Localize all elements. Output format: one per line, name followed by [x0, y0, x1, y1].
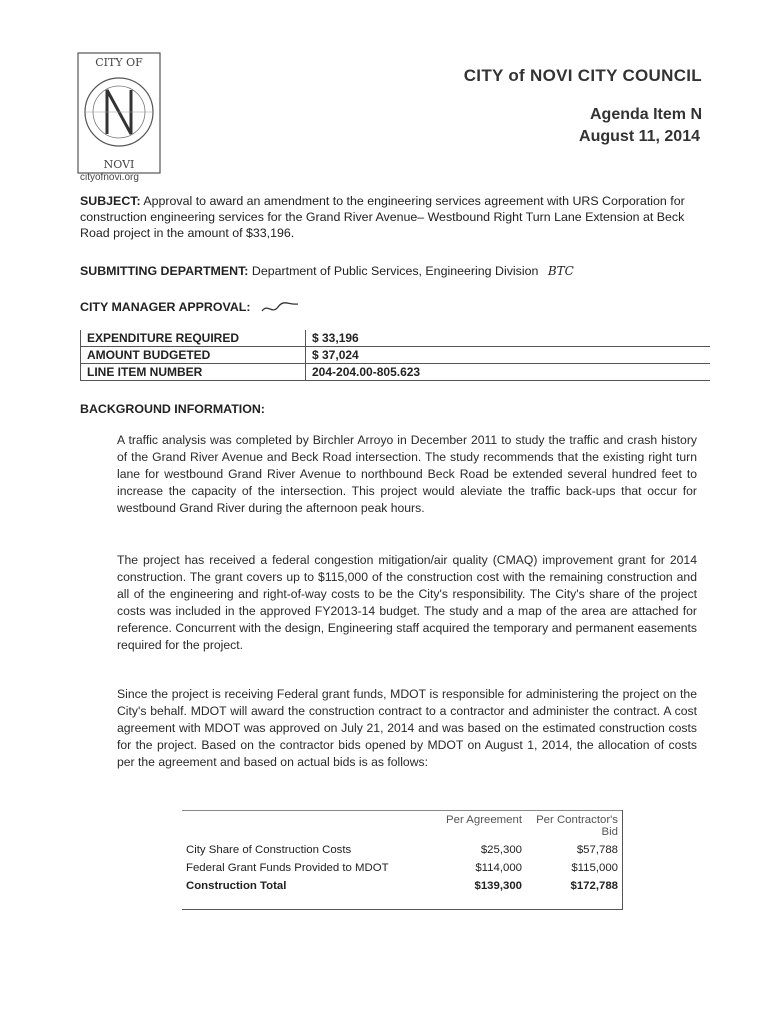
- agenda-date: August 11, 2014: [579, 128, 700, 145]
- background-paragraph-3: Since the project is receiving Federal grant funds, MDOT is responsible for administering the project on the City's behalf. MDOT will award the construction contract to a contractor and administer the contract. A cost agreement with MDOT was approved on July 21, 2014 and was based on the estimated construction costs for the project. Based on the contractor bids opened by MDOT on August 1, 2014, the allocation of costs per the agreement and based on actual bids is as follows:: [117, 687, 697, 769]
- cost-label: Federal Grant Funds Provided to MDOT: [186, 862, 389, 874]
- background-paragraph-2: The project has received a federal congestion mitigation/air quality (CMAQ) improvement grant for 2014 construction. The grant covers up to $115,000 of the construction cost with the remaining construction and all of the engineering and right-of-way costs to be the City's responsibility. The City's share of the project costs was included in the approved FY2013-14 budget. The study and a map of the area are attached for reference. Concurrent with the design, Engineering staff acquired the temporary and permanent easements required for the project.: [117, 553, 697, 652]
- manager-approval-section: [80, 300, 300, 315]
- cost-bid: $57,788: [576, 844, 618, 856]
- table-row: [81, 330, 711, 347]
- header-per-agreement: Per Agreement: [446, 814, 522, 826]
- seal-text-bottom: NOVI: [103, 158, 135, 171]
- cost-agreement: $25,300: [480, 844, 522, 856]
- cost-table-bottom-rule: [182, 895, 622, 910]
- subject-label: SUBJECT:: [80, 194, 141, 208]
- expenditure-value: $ 37,024: [306, 347, 711, 364]
- department-label: SUBMITTING DEPARTMENT:: [80, 264, 249, 278]
- subject-text: Approval to award an amendment to the engineering services agreement with URS Corporation for construction engineering services for the Grand River Avenue– Westbound Right Turn Lane Extension at Beck Road project in the amount of $33,196.: [80, 194, 685, 240]
- header-per-contractor-bid: Per Contractor's Bid: [536, 814, 618, 838]
- subject-section: [80, 193, 700, 241]
- city-seal-logo: [77, 52, 161, 176]
- cost-label: City Share of Construction Costs: [186, 844, 352, 856]
- department-initials: BTC: [547, 264, 574, 278]
- cost-label: Construction Total: [186, 880, 287, 892]
- manager-signature: [260, 301, 300, 315]
- table-row: [182, 841, 622, 859]
- expenditure-key: LINE ITEM NUMBER: [81, 364, 306, 381]
- cost-agreement: $139,300: [474, 880, 522, 892]
- manager-approval-label: CITY MANAGER APPROVAL:: [80, 300, 251, 314]
- council-title: CITY of NOVI CITY COUNCIL: [463, 66, 702, 85]
- cost-table-header: [182, 810, 622, 841]
- expenditure-value: 204-204.00-805.623: [306, 364, 711, 381]
- cost-allocation-table: [182, 810, 623, 910]
- table-row: [81, 347, 711, 364]
- table-row: [182, 859, 622, 877]
- background-title: BACKGROUND INFORMATION:: [80, 402, 265, 416]
- cost-agreement: $114,000: [475, 862, 522, 874]
- expenditure-table: [80, 330, 710, 381]
- agenda-item: Agenda Item N: [589, 106, 702, 123]
- expenditure-value: $ 33,196: [306, 330, 711, 347]
- table-row: [81, 364, 711, 381]
- expenditure-key: AMOUNT BUDGETED: [81, 347, 306, 364]
- cost-bid: $115,000: [571, 862, 618, 874]
- seal-caption: cityofnovi.org: [80, 172, 139, 183]
- department-text: Department of Public Services, Engineering Division: [251, 264, 539, 278]
- background-paragraph-1: A traffic analysis was completed by Birchler Arroyo in December 2011 to study the traffic and crash history of the Grand River Avenue and Beck Road intersection. The study recommends that the existing right turn lane for westbound Grand River Avenue to northbound Beck Road be extended several hundred feet to increase the capacity of the intersection. This project would aleviate the traffic back-ups that occur for westbound Grand River during the afternoon peak hours.: [117, 433, 697, 515]
- table-row: [182, 877, 622, 895]
- cost-bid: $172,788: [570, 880, 618, 892]
- expenditure-key: EXPENDITURE REQUIRED: [81, 330, 306, 347]
- department-section: [80, 264, 574, 278]
- seal-text-top: CITY OF: [95, 56, 143, 69]
